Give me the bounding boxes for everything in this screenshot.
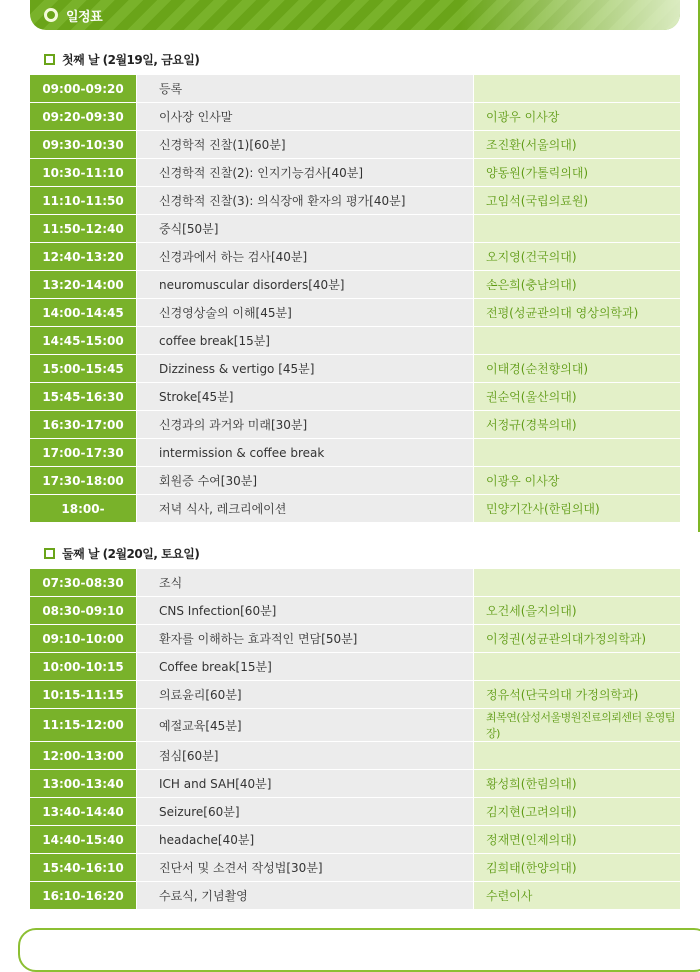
session-time: 10:15-11:15 [30, 681, 137, 709]
session-speaker: 조진환(서울의대) [474, 131, 681, 159]
session-title: Stroke[45분] [137, 383, 474, 411]
session-speaker: 민양기간사(한림의대) [474, 495, 681, 523]
session-time: 16:30-17:00 [30, 411, 137, 439]
session-time: 11:15-12:00 [30, 709, 137, 742]
session-title: 저녁 식사, 레크리에이션 [137, 495, 474, 523]
session-title: neuromuscular disorders[40분] [137, 271, 474, 299]
session-title: Dizziness & vertigo [45분] [137, 355, 474, 383]
session-speaker: 고임석(국립의료원) [474, 187, 681, 215]
session-speaker [474, 215, 681, 243]
schedule-row [30, 467, 680, 495]
session-time: 12:00-13:00 [30, 742, 137, 770]
session-speaker: 김지현(고려의대) [474, 798, 681, 826]
session-speaker: 이광우 이사장 [474, 467, 681, 495]
schedule-row [30, 271, 680, 299]
schedule-header [30, 0, 680, 30]
session-speaker: 전평(성균관의대 영상의학과) [474, 299, 681, 327]
session-time: 18:00- [30, 495, 137, 523]
session-time: 15:45-16:30 [30, 383, 137, 411]
schedule-row [30, 770, 680, 798]
session-speaker [474, 653, 681, 681]
square-bullet-icon [44, 548, 55, 559]
session-speaker: 이광우 이사장 [474, 103, 681, 131]
session-time: 14:00-14:45 [30, 299, 137, 327]
session-time: 15:40-16:10 [30, 854, 137, 882]
session-speaker: 오지영(건국의대) [474, 243, 681, 271]
schedule-row [30, 709, 680, 742]
session-title: 점심[60분] [137, 742, 474, 770]
session-time: 12:40-13:20 [30, 243, 137, 271]
schedule-row [30, 854, 680, 882]
session-speaker [474, 742, 681, 770]
session-title: 중식[50분] [137, 215, 474, 243]
session-speaker: 서정규(경북의대) [474, 411, 681, 439]
session-time: 13:20-14:00 [30, 271, 137, 299]
schedule-row [30, 355, 680, 383]
session-title: CNS Infection[60분] [137, 597, 474, 625]
session-title: 신경학적 진찰(1)[60분] [137, 131, 474, 159]
schedule-row [30, 159, 680, 187]
session-title: 예절교육[45분] [137, 709, 474, 742]
session-speaker: 오건세(을지의대) [474, 597, 681, 625]
session-title: 이사장 인사말 [137, 103, 474, 131]
schedule-row [30, 439, 680, 467]
session-time: 11:10-11:50 [30, 187, 137, 215]
schedule-row [30, 826, 680, 854]
session-title: 의료윤리[60분] [137, 681, 474, 709]
schedule-row [30, 495, 680, 523]
session-title: 신경영상술의 이해[45분] [137, 299, 474, 327]
schedule-row [30, 103, 680, 131]
schedule-row [30, 131, 680, 159]
schedule-row [30, 383, 680, 411]
session-speaker: 손은희(충남의대) [474, 271, 681, 299]
day-2-title: 둘째 날 (2월20일, 토요일) [62, 547, 200, 561]
session-time: 10:00-10:15 [30, 653, 137, 681]
next-section-frame [18, 928, 700, 972]
schedule-row [30, 882, 680, 910]
session-title: 수료식, 기념촬영 [137, 882, 474, 910]
square-bullet-icon [44, 54, 55, 65]
session-title: Coffee break[15분] [137, 653, 474, 681]
schedule-row [30, 681, 680, 709]
session-time: 13:00-13:40 [30, 770, 137, 798]
schedule-row [30, 742, 680, 770]
session-time: 10:30-11:10 [30, 159, 137, 187]
session-time: 11:50-12:40 [30, 215, 137, 243]
schedule-row [30, 243, 680, 271]
session-title: 신경과에서 하는 검사[40분] [137, 243, 474, 271]
session-speaker [474, 569, 681, 597]
session-speaker: 권순억(울산의대) [474, 383, 681, 411]
session-title: 회원증 수여[30분] [137, 467, 474, 495]
session-title: 환자를 이해하는 효과적인 면담[50분] [137, 625, 474, 653]
session-speaker: 황성희(한림의대) [474, 770, 681, 798]
session-time: 08:30-09:10 [30, 597, 137, 625]
session-time: 09:20-09:30 [30, 103, 137, 131]
session-title: 신경과의 과거와 미래[30분] [137, 411, 474, 439]
session-speaker: 양동원(가톨릭의대) [474, 159, 681, 187]
schedule-row [30, 411, 680, 439]
session-title: 신경학적 진찰(2): 인지기능검사[40분] [137, 159, 474, 187]
session-speaker [474, 327, 681, 355]
session-speaker [474, 439, 681, 467]
schedule-row [30, 798, 680, 826]
circle-bullet-icon [44, 8, 58, 22]
schedule-row [30, 653, 680, 681]
day-2-schedule-table [30, 569, 680, 910]
session-title: Seizure[60분] [137, 798, 474, 826]
session-time: 09:10-10:00 [30, 625, 137, 653]
page-title: 일정표 [66, 10, 103, 25]
session-time: 17:30-18:00 [30, 467, 137, 495]
schedule-row [30, 215, 680, 243]
session-title: 조식 [137, 569, 474, 597]
session-speaker: 김희태(한양의대) [474, 854, 681, 882]
session-speaker: 정유석(단국의대 가정의학과) [474, 681, 681, 709]
schedule-row [30, 597, 680, 625]
day-1-title: 첫째 날 (2월19일, 금요일) [62, 53, 200, 67]
schedule-row [30, 187, 680, 215]
session-speaker: 정재면(인제의대) [474, 826, 681, 854]
session-title: 등록 [137, 75, 474, 103]
schedule-row [30, 569, 680, 597]
session-title: ICH and SAH[40분] [137, 770, 474, 798]
session-title: 신경학적 진찰(3): 의식장애 환자의 평가[40분] [137, 187, 474, 215]
session-time: 07:30-08:30 [30, 569, 137, 597]
session-time: 15:00-15:45 [30, 355, 137, 383]
session-time: 13:40-14:40 [30, 798, 137, 826]
session-speaker: 수련이사 [474, 882, 681, 910]
session-time: 09:00-09:20 [30, 75, 137, 103]
session-speaker: 이정권(성균관의대가정의학과) [474, 625, 681, 653]
session-title: intermission & coffee break [137, 439, 474, 467]
schedule-row [30, 299, 680, 327]
schedule-row [30, 625, 680, 653]
session-speaker: 이태경(순천향의대) [474, 355, 681, 383]
session-speaker [474, 75, 681, 103]
day-1-schedule-table [30, 75, 680, 523]
session-time: 14:45-15:00 [30, 327, 137, 355]
session-time: 16:10-16:20 [30, 882, 137, 910]
session-time: 17:00-17:30 [30, 439, 137, 467]
session-title: 진단서 및 소견서 작성법[30분] [137, 854, 474, 882]
session-time: 09:30-10:30 [30, 131, 137, 159]
session-title: headache[40분] [137, 826, 474, 854]
schedule-row [30, 327, 680, 355]
session-speaker: 최복연(삼성서울병원진료의뢰센터 운영팀장) [474, 709, 681, 742]
schedule-row [30, 75, 680, 103]
session-time: 14:40-15:40 [30, 826, 137, 854]
session-title: coffee break[15분] [137, 327, 474, 355]
